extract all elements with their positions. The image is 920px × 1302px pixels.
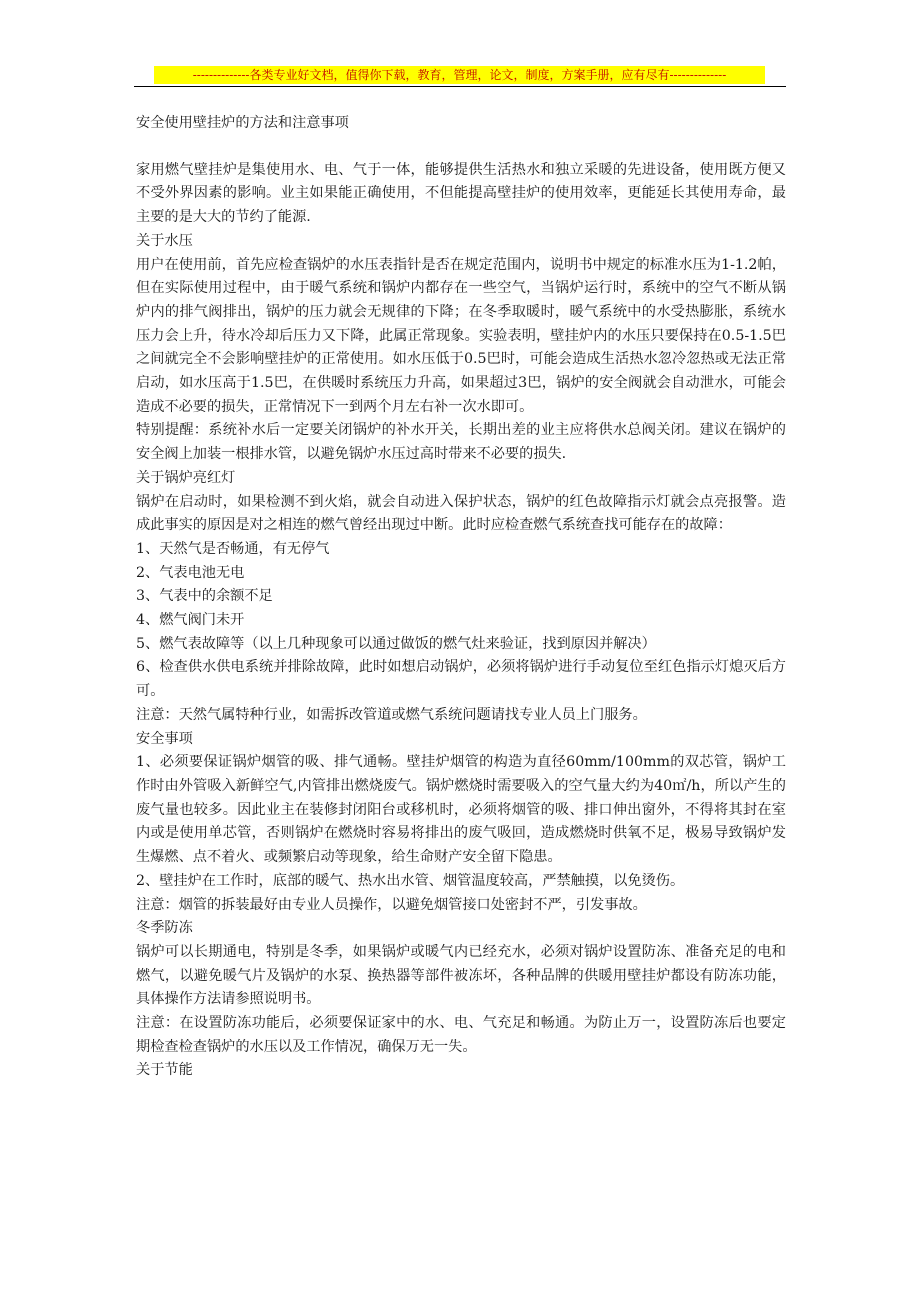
header-banner: --------------各类专业好文档，值得你下载，教育，管理，论文，制度，方案手册，应有尽有-------------- xyxy=(154,66,765,84)
spacer xyxy=(136,136,786,159)
paragraph: 锅炉在启动时，如果检测不到火焰，就会自动进入保护状态，锅炉的红色故障指示灯就会点亮报警。造成此事实的原因是对之相连的燃气曾经出现过中断。此时应检查燃气系统查找可能存在的故障： xyxy=(136,493,786,534)
section-heading-red-light: 关于锅炉亮红灯 xyxy=(136,469,236,486)
paragraph: 1、必须要保证锅炉烟管的吸、排气通畅。壁挂炉烟管的构造为直径60mm/100mm的双芯管，锅炉工作时由外管吸入新鲜空气,内管排出燃烧废气。锅炉燃烧时需要吸入的空气量大约为40㎡/h，所以产生的废气量也较多。因此业主在装修封闭阳台或移机时，必须将烟管的吸、排口伸出窗外，不得将其封在室内或是使用单芯管，否则锅炉在燃烧时容易将排出的废气吸回，造成燃烧时供氧不足，极易导致锅炉发生爆燃、点不着火、或频繁启动等现象，给生命财产安全留下隐患。 xyxy=(136,754,786,866)
intro-paragraph: 家用燃气壁挂炉是集使用水、电、气于一体，能够提供生活热水和独立采暖的先进设备，使用既方便又不受外界因素的影响。业主如果能正确使用，不但能提高壁挂炉的使用效率，更能延长其使用寿命，最主要的是大大的节约了能源. xyxy=(136,161,786,226)
note: 注意：在设置防冻功能后，必须要保证家中的水、电、气充足和畅通。为防止万一，设置防冻后也要定期检查检查锅炉的水压以及工作情况，确保万无一失。 xyxy=(136,1015,786,1055)
list-item: 1、天然气是否畅通，有无停气 xyxy=(136,540,330,557)
list-item: 6、检查供水供电系统并排除故障，此时如想启动锅炉，必须将锅炉进行手动复位至红色指示灯熄灭后方可。 xyxy=(136,659,786,700)
list-item: 5、燃气表故障等（以上几种现象可以通过做饭的燃气灶来验证，找到原因并解决） xyxy=(136,635,656,652)
paragraph: 锅炉可以长期通电，特别是冬季，如果锅炉或暖气内已经充水，必须对锅炉设置防冻、准备充足的电和燃气，以避免暖气片及锅炉的水泵、换热器等部件被冻坏，各种品牌的供暖用壁挂炉都设有防冻功能，具体操作方法请参照说明书。 xyxy=(136,943,786,1008)
document-body xyxy=(136,112,786,1083)
list-item: 2、气表电池无电 xyxy=(136,564,245,581)
paragraph: 特别提醒：系统补水后一定要关闭锅炉的补水开关，长期出差的业主应将供水总阀关闭。建议在锅炉的安全阀上加装一根排水管，以避免锅炉水压过高时带来不必要的损失. xyxy=(136,422,786,463)
paragraph: 2、壁挂炉在工作时，底部的暖气、热水出水管、烟管温度较高，严禁触摸，以免烫伤。 xyxy=(136,872,685,889)
note: 注意：天然气属特种行业，如需拆改管道或燃气系统问题请找专业人员上门服务。 xyxy=(136,706,647,723)
document-title: 安全使用壁挂炉的方法和注意事项 xyxy=(136,115,349,131)
list-item: 4、燃气阀门未开 xyxy=(136,612,245,629)
section-heading-winter: 冬季防冻 xyxy=(136,920,193,937)
note: 注意：烟管的拆装最好由专业人员操作，以避免烟管接口处密封不严，引发事故。 xyxy=(136,896,647,913)
section-heading-water-pressure: 关于水压 xyxy=(136,232,193,249)
section-heading-safety: 安全事项 xyxy=(136,730,193,747)
list-item: 3、气表中的余额不足 xyxy=(136,588,273,605)
section-heading-energy: 关于节能 xyxy=(136,1062,193,1079)
paragraph: 用户在使用前，首先应检查锅炉的水压表指针是否在规定范围内，说明书中规定的标准水压为1-1.2帕，但在实际使用过程中，由于暖气系统和锅炉内都存在一些空气，当锅炉运行时，系统中的空气不断从锅炉内的排气阀排出，锅炉的压力就会无规律的下降；在冬季取暖时，暖气系统中的水受热膨胀，系统水压力会上升，待水冷却后压力又下降，此属正常现象。实验表明，壁挂炉内的水压只要保持在0.5-1.5巴之间就完全不会影响壁挂炉的正常使用。如水压低于0.5巴时，可能会造成生活热水忽冷忽热或无法正常启动，如水压高于1.5巴，在供暖时系统压力升高，如果超过3巴，锅炉的安全阀就会自动泄水，可能会造成不必要的损失，正常情况下一到两个月左右补一次水即可。 xyxy=(136,256,786,415)
header-divider xyxy=(134,86,786,87)
